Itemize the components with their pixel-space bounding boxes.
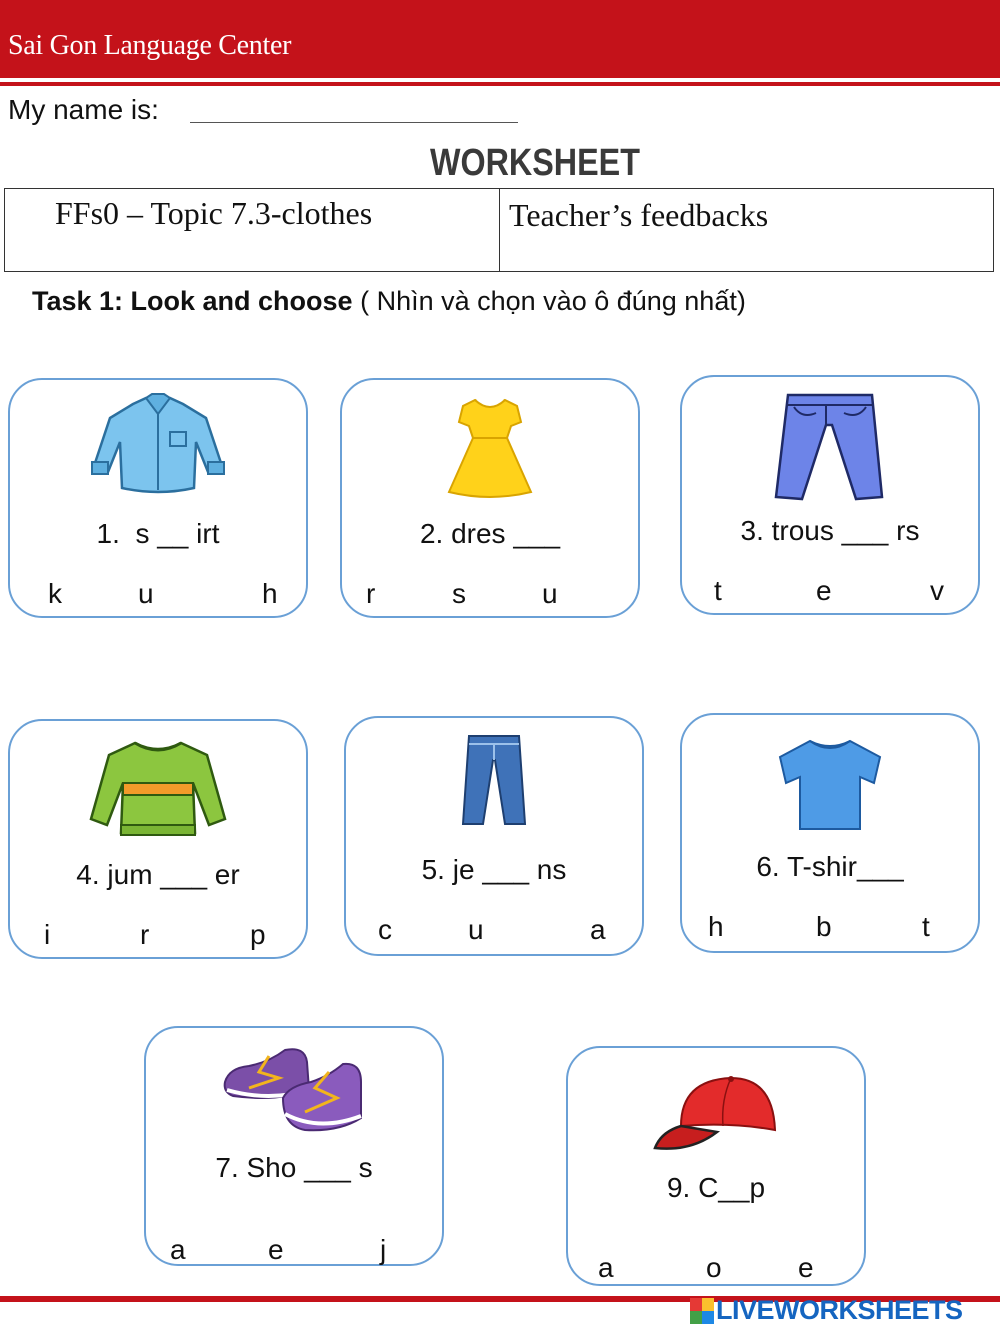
- option-button[interactable]: u: [138, 578, 154, 609]
- option-button[interactable]: u: [542, 578, 558, 609]
- option-button[interactable]: u: [468, 914, 484, 945]
- option-button[interactable]: v: [930, 575, 944, 606]
- liveworksheets-brand: [690, 1295, 963, 1326]
- card-word: 4. jum ___ er: [76, 859, 240, 890]
- name-input-line[interactable]: [190, 122, 518, 123]
- center-name: Sai Gon Language Center: [8, 30, 292, 61]
- jeans-icon: [459, 732, 529, 828]
- card-word: 5. je ___ ns: [421, 854, 567, 885]
- option-button[interactable]: h: [708, 911, 724, 942]
- option-button[interactable]: e: [268, 1234, 284, 1265]
- card-word: 9. C__p: [666, 1172, 766, 1203]
- option-button[interactable]: e: [816, 575, 832, 606]
- jumper-icon: [83, 737, 233, 843]
- option-button[interactable]: s: [452, 578, 466, 609]
- option-button[interactable]: p: [250, 919, 266, 950]
- card-word: 7. Sho ___ s: [215, 1152, 373, 1183]
- card-word: 6. T-shir___: [756, 851, 904, 882]
- exercise-card-5: [344, 716, 644, 956]
- option-button[interactable]: a: [170, 1234, 186, 1265]
- option-button[interactable]: e: [798, 1252, 814, 1283]
- exercise-card-7: [144, 1026, 444, 1266]
- option-button[interactable]: r: [366, 578, 376, 609]
- option-button[interactable]: b: [816, 911, 832, 942]
- worksheet-title: WORKSHEET: [430, 142, 640, 184]
- exercise-card-6: [680, 713, 980, 953]
- name-label: My name is:: [8, 94, 159, 125]
- task-heading: [32, 286, 746, 317]
- info-table-divider: [499, 189, 500, 271]
- task-instruction: ( Nhìn và chọn vào ô đúng nhất): [352, 286, 746, 316]
- option-button[interactable]: a: [598, 1252, 614, 1283]
- dress-icon: [445, 392, 535, 502]
- teacher-feedback-cell: Teacher’s feedbacks: [509, 197, 769, 233]
- option-button[interactable]: j: [380, 1234, 387, 1265]
- task-label: Task 1: Look and choose: [32, 286, 353, 316]
- topic-cell: FFs0 – Topic 7.3-clothes: [55, 195, 373, 231]
- option-button[interactable]: h: [262, 578, 278, 609]
- liveworksheets-wordmark: LIVEWORKSHEETS: [716, 1295, 963, 1325]
- option-button[interactable]: k: [48, 578, 62, 609]
- trousers-icon: [770, 391, 890, 503]
- option-button[interactable]: t: [714, 575, 722, 606]
- shirt-icon: [88, 392, 228, 502]
- option-button[interactable]: o: [706, 1252, 722, 1283]
- card-word: 2. dres ___: [419, 518, 561, 549]
- option-button[interactable]: r: [140, 919, 150, 950]
- info-table: [4, 188, 994, 272]
- header-bar: [0, 0, 1000, 78]
- exercise-card-1: [8, 378, 308, 618]
- option-button[interactable]: t: [922, 911, 930, 942]
- exercise-card-9: [566, 1046, 866, 1286]
- cap-icon: [651, 1070, 781, 1160]
- shoes-icon: [219, 1042, 369, 1142]
- card-word: 1. s __ irt: [96, 518, 220, 549]
- header-divider: [0, 82, 1000, 86]
- option-button[interactable]: a: [590, 914, 606, 945]
- liveworksheets-logo-icon: [690, 1298, 714, 1324]
- exercise-card-4: [8, 719, 308, 959]
- option-button[interactable]: c: [378, 914, 392, 945]
- card-word: 3. trous ___ rs: [740, 515, 920, 546]
- option-button[interactable]: i: [44, 919, 51, 950]
- exercise-card-2: [340, 378, 640, 618]
- exercise-card-3: [680, 375, 980, 615]
- tshirt-icon: [774, 737, 886, 833]
